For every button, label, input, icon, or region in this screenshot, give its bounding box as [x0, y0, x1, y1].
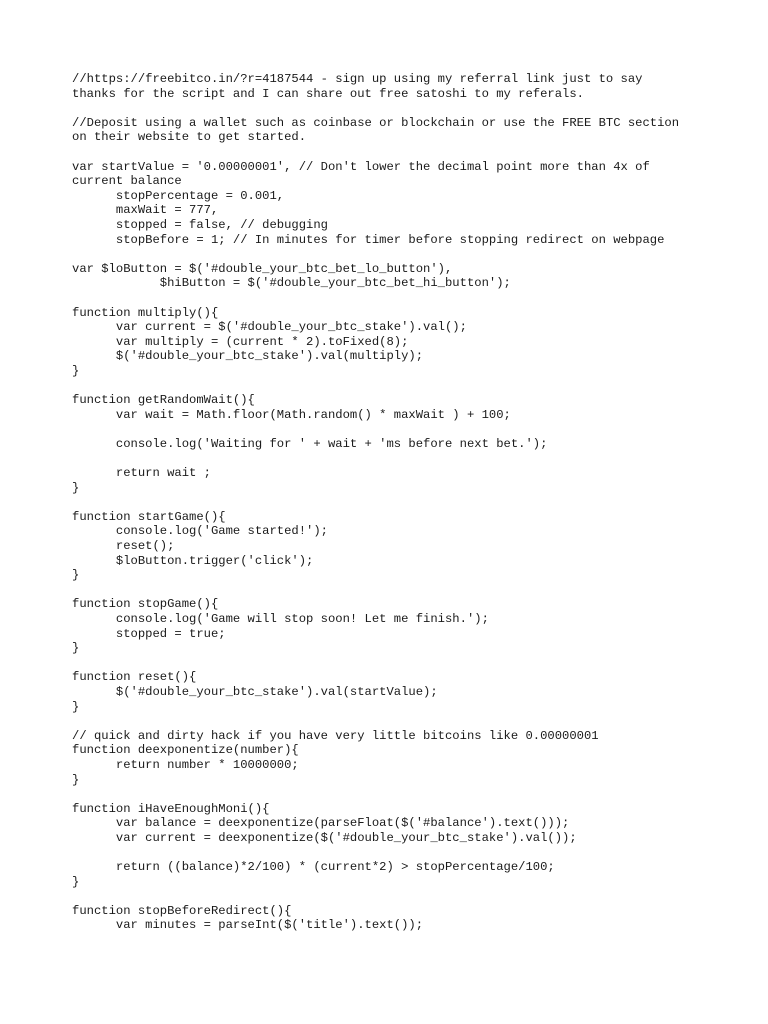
code-line: thanks for the script and I can share out free satoshi to my referals. [72, 86, 584, 101]
code-line: var wait = Math.floor(Math.random() * maxWait ) + 100; [72, 407, 511, 422]
code-line: } [72, 363, 80, 378]
blank-line [72, 787, 712, 802]
code-line: stopBefore = 1; // In minutes for timer before stopping redirect on webpage [72, 232, 665, 247]
code-line: $('#double_your_btc_stake').val(startValue); [72, 684, 438, 699]
code-line: function deexponentize(number){ [72, 743, 299, 758]
blank-line [72, 845, 712, 860]
blank-line [72, 495, 712, 510]
blank-line [72, 101, 712, 116]
blank-line [72, 291, 712, 306]
code-line: //https://freebitco.in/?r=4187544 - sign up using my referral link just to say [72, 72, 643, 86]
code-line: function startGame(){ [72, 509, 226, 524]
code-line: stopped = true; [72, 626, 226, 641]
code-line: function multiply(){ [72, 305, 219, 320]
code-line: } [72, 480, 80, 495]
blank-line [72, 378, 712, 393]
code-line: function stopBeforeRedirect(){ [72, 903, 292, 918]
code-line: var balance = deexponentize(parseFloat($('#balance').text())); [72, 816, 570, 831]
code-line: $hiButton = $('#double_your_btc_bet_hi_button'); [72, 276, 511, 291]
code-line: } [72, 772, 80, 787]
code-line: } [72, 568, 80, 583]
code-line: on their website to get started. [72, 130, 307, 145]
code-line: var startValue = '0.00000001', // Don't lower the decimal point more than 4x of [72, 159, 650, 174]
code-line: var current = deexponentize($('#double_your_btc_stake').val()); [72, 830, 577, 845]
blank-line [72, 145, 712, 160]
code-line: reset(); [72, 539, 175, 553]
code-line: $loButton.trigger('click'); [72, 553, 314, 568]
code-line: maxWait = 777, [72, 203, 219, 218]
blank-line [72, 247, 712, 262]
code-line: function reset(){ [72, 670, 197, 685]
blank-line [72, 656, 712, 671]
code-listing [72, 72, 712, 933]
blank-line [72, 714, 712, 729]
code-line: var current = $('#double_your_btc_stake').val(); [72, 320, 467, 335]
code-line: $('#double_your_btc_stake').val(multiply); [72, 349, 424, 364]
code-line: function stopGame(){ [72, 597, 219, 612]
code-line: var multiply = (current * 2).toFixed(8); [72, 334, 409, 349]
code-line: console.log('Game started!'); [72, 524, 328, 539]
code-line: var $loButton = $('#double_your_btc_bet_lo_button'), [72, 261, 453, 276]
code-line: // quick and dirty hack if you have very little bitcoins like 0.00000001 [72, 728, 599, 743]
code-line: return wait ; [72, 466, 211, 481]
code-line: stopPercentage = 0.001, [72, 188, 285, 203]
blank-line [72, 583, 712, 598]
code-line: var minutes = parseInt($('title').text()); [72, 918, 424, 933]
blank-line [72, 451, 712, 466]
code-line: function getRandomWait(){ [72, 393, 255, 408]
code-line: } [72, 874, 80, 889]
code-line: function iHaveEnoughMoni(){ [72, 801, 270, 816]
code-line: } [72, 699, 80, 714]
blank-line [72, 422, 712, 437]
code-line: //Deposit using a wallet such as coinbase or blockchain or use the FREE BTC section [72, 115, 680, 130]
code-line: stopped = false, // debugging [72, 217, 328, 232]
blank-line [72, 889, 712, 904]
code-line: current balance [72, 174, 182, 189]
code-line: return ((balance)*2/100) * (current*2) > stopPercentage/100; [72, 860, 555, 875]
code-line: console.log('Game will stop soon! Let me finish.'); [72, 611, 489, 626]
code-line: console.log('Waiting for ' + wait + 'ms before next bet.'); [72, 436, 548, 451]
code-line: } [72, 641, 80, 656]
code-line: return number * 10000000; [72, 757, 299, 772]
